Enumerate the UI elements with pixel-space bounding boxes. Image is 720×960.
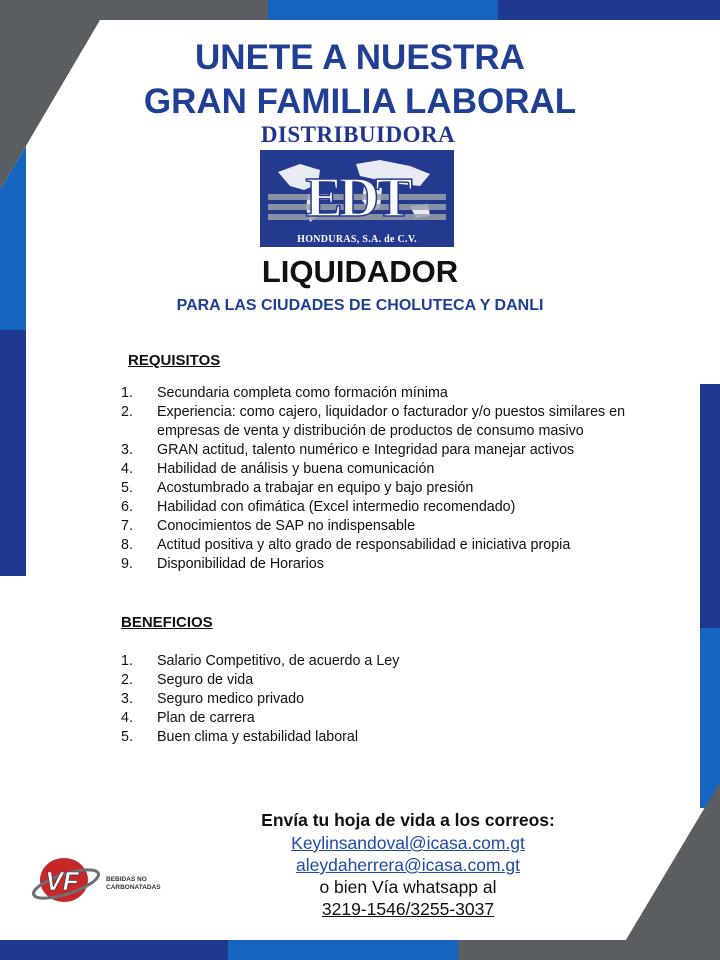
list-item <box>121 498 641 517</box>
list-item-number: 1. <box>121 385 133 401</box>
list-item-text: GRAN actitud, talento numérico e Integridad para manejar activos <box>157 442 575 458</box>
benefits-heading: BENEFICIOS <box>121 614 213 631</box>
job-title: LIQUIDADOR <box>261 254 459 289</box>
list-item-number: 9. <box>121 556 133 572</box>
list-item-number: 3. <box>121 442 133 458</box>
benefits-list <box>121 652 641 747</box>
list-item-number: 7. <box>121 518 133 534</box>
logo-monogram <box>260 150 454 247</box>
list-item <box>121 460 641 479</box>
contact-block <box>238 808 578 920</box>
list-item-text: Acostumbrado a trabajar en equipo y bajo presión <box>157 480 474 496</box>
svg-text:EDT: EDT <box>305 167 409 229</box>
requirements-heading: REQUISITOS <box>128 352 221 369</box>
list-item-text: Experiencia: como cajero, liquidador o facturador y/o puestos similares en empresas de venta y distribución de productos de consumo masivo <box>157 404 626 439</box>
logo-top-text: DISTRIBUIDORA <box>260 122 456 147</box>
contact-lead: Envía tu hoja de vida a los correos: <box>261 810 555 830</box>
list-item <box>121 671 641 690</box>
list-item-number: 6. <box>121 499 133 515</box>
vf-emblem <box>28 850 108 910</box>
list-item-text: Buen clima y estabilidad laboral <box>157 729 359 745</box>
vf-brand-text <box>106 876 161 892</box>
list-item-number: 4. <box>121 710 133 726</box>
list-item-text: Habilidad con ofimática (Excel intermedio recomendado) <box>157 499 516 515</box>
list-item-text: Plan de carrera <box>157 710 255 726</box>
list-item <box>121 403 641 441</box>
list-item-number: 3. <box>121 691 133 707</box>
list-item-text: Habilidad de análisis y buena comunicación <box>157 461 435 477</box>
list-item-number: 2. <box>121 672 133 688</box>
list-item-number: 4. <box>121 461 133 477</box>
vf-brand-line-1: BEBIDAS NO <box>106 876 147 883</box>
logo-emblem <box>260 150 454 247</box>
list-item-number: 5. <box>121 729 133 745</box>
list-item-number: 8. <box>121 537 133 553</box>
list-item-text: Secundaria completa como formación mínima <box>157 385 448 401</box>
whatsapp-text: o bien Vía whatsapp al <box>319 877 497 897</box>
list-item-text: Actitud positiva y alto grado de responsabilidad e iniciativa propia <box>157 537 571 553</box>
list-item-text: Disponibilidad de Horarios <box>157 556 324 572</box>
list-item-text: Salario Competitivo, de acuerdo a Ley <box>157 653 400 669</box>
list-item <box>121 441 641 460</box>
headline-line-2: GRAN FAMILIA LABORAL <box>143 82 577 121</box>
email-link-1[interactable]: Keylinsandoval@icasa.com.gt <box>291 833 525 853</box>
vf-brand-line-2: CARBONATADAS <box>106 884 161 891</box>
list-item-text: Conocimientos de SAP no indispensable <box>157 518 416 534</box>
headline-line-1: UNETE A NUESTRA <box>195 38 525 77</box>
list-item <box>121 384 641 403</box>
requirements-list <box>121 384 641 574</box>
list-item <box>121 690 641 709</box>
list-item-number: 5. <box>121 480 133 496</box>
list-item-text: Seguro medico privado <box>157 691 305 707</box>
list-item <box>121 652 641 671</box>
list-item <box>121 517 641 536</box>
job-subtitle: PARA LAS CIUDADES DE CHOLUTECA Y DANLI <box>176 297 544 314</box>
vf-brand-logo <box>28 850 170 910</box>
svg-text:VF: VF <box>45 866 79 896</box>
list-item-text: Seguro de vida <box>157 672 254 688</box>
email-link-2[interactable]: aleydaherrera@icasa.com.gt <box>296 855 520 875</box>
list-item <box>121 728 641 747</box>
list-item <box>121 536 641 555</box>
company-logo <box>258 122 458 248</box>
list-item-number: 1. <box>121 653 133 669</box>
list-item <box>121 709 641 728</box>
list-item <box>121 555 641 574</box>
logo-bottom-text: HONDURAS, S.A. de C.V. <box>297 234 417 245</box>
phone-numbers[interactable]: 3219-1546/3255-3037 <box>321 899 495 919</box>
list-item <box>121 479 641 498</box>
list-item-number: 2. <box>121 404 133 420</box>
